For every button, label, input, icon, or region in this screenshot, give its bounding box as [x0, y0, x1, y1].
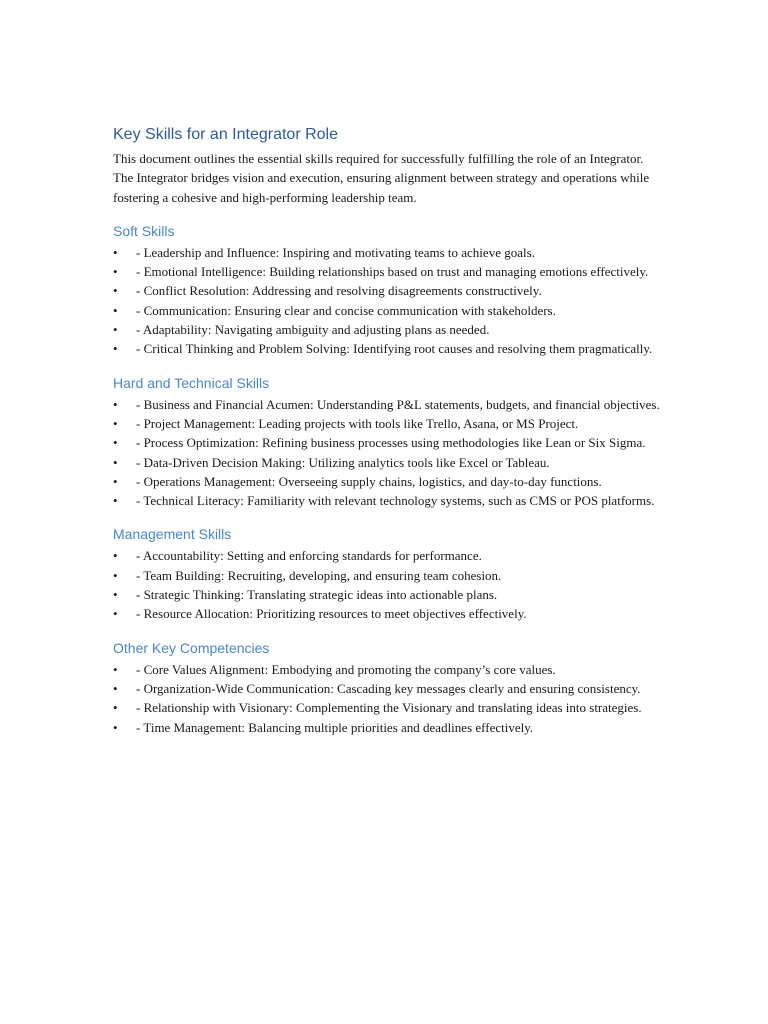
list-item [113, 395, 661, 414]
skill-list [113, 660, 661, 737]
list-item [113, 243, 661, 262]
bullet-icon: • [113, 473, 118, 489]
section-heading: Other Key Competencies [113, 639, 270, 656]
list-item-text: - Technical Literacy: Familiarity with relevant technology systems, such as CMS or POS platforms. [136, 493, 655, 509]
section-heading: Soft Skills [113, 222, 175, 239]
bullet-icon: • [113, 587, 118, 603]
bullet-icon: • [113, 493, 118, 509]
section-heading: Management Skills [113, 526, 232, 543]
section-other-key-competencies [113, 638, 661, 737]
list-item-text: - Strategic Thinking: Translating strategic ideas into actionable plans. [136, 587, 498, 603]
list-item [113, 679, 661, 698]
list-item-text: - Resource Allocation: Prioritizing resources to meet objectives effectively. [136, 606, 527, 622]
section-soft-skills [113, 221, 661, 359]
bullet-icon: • [113, 341, 118, 357]
list-item [113, 698, 661, 717]
list-item-text: - Organization-Wide Communication: Cascading key messages clearly and ensuring consistency. [136, 680, 641, 696]
list-item-text: - Relationship with Visionary: Complementing the Visionary and translating ideas into strategies. [136, 700, 642, 716]
list-item-text: - Data-Driven Decision Making: Utilizing analytics tools like Excel or Tableau. [136, 454, 550, 470]
section-management-skills [113, 524, 661, 623]
bullet-icon: • [113, 322, 118, 338]
list-item-text: - Operations Management: Overseeing supply chains, logistics, and day-to-day functions. [136, 473, 602, 489]
bullet-icon: • [113, 567, 118, 583]
bullet-icon: • [113, 700, 118, 716]
list-item-text: - Adaptability: Navigating ambiguity and adjusting plans as needed. [136, 322, 490, 338]
list-item [113, 339, 661, 358]
bullet-icon: • [113, 548, 118, 564]
bullet-icon: • [113, 302, 118, 318]
bullet-icon: • [113, 454, 118, 470]
list-item-text: - Business and Financial Acumen: Understanding P&L statements, budgets, and financial objectives. [136, 396, 660, 412]
list-item [113, 660, 661, 679]
list-item [113, 281, 661, 300]
bullet-icon: • [113, 396, 118, 412]
skill-list [113, 395, 661, 511]
list-item-text: - Project Management: Leading projects with tools like Trello, Asana, or MS Project. [136, 415, 579, 431]
bullet-icon: • [113, 244, 118, 260]
list-item-text: - Accountability: Setting and enforcing standards for performance. [136, 548, 482, 564]
list-item [113, 414, 661, 433]
bullet-icon: • [113, 283, 118, 299]
bullet-icon: • [113, 264, 118, 280]
document-page [113, 124, 661, 737]
list-item [113, 566, 661, 585]
list-item-text: - Team Building: Recruiting, developing, and ensuring team cohesion. [136, 567, 502, 583]
list-item-text: - Conflict Resolution: Addressing and resolving disagreements constructively. [136, 283, 542, 299]
list-item [113, 546, 661, 565]
list-item [113, 604, 661, 623]
bullet-icon: • [113, 719, 118, 735]
list-item-text: - Process Optimization: Refining business processes using methodologies like Lean or Six Sigma. [136, 435, 646, 451]
bullet-icon: • [113, 661, 118, 677]
list-item-text: - Time Management: Balancing multiple priorities and deadlines effectively. [136, 719, 534, 735]
document-title: Key Skills for an Integrator Role [113, 126, 338, 143]
list-item-text: - Communication: Ensuring clear and concise communication with stakeholders. [136, 302, 556, 318]
list-item [113, 472, 661, 491]
list-item-text: - Emotional Intelligence: Building relationships based on trust and managing emotions effectively. [136, 264, 649, 280]
bullet-icon: • [113, 435, 118, 451]
bullet-icon: • [113, 680, 118, 696]
list-item [113, 262, 661, 281]
skill-list [113, 243, 661, 359]
intro-paragraph: This document outlines the essential skills required for successfully fulfilling the role of an Integrator. The Integrator bridges vision and execution, ensuring alignment between strategy and operations while fostering a cohesive and high-performing leadership team. [113, 151, 650, 205]
bullet-icon: • [113, 415, 118, 431]
skill-list [113, 546, 661, 623]
bullet-icon: • [113, 606, 118, 622]
list-item [113, 301, 661, 320]
list-item-text: - Critical Thinking and Problem Solving: Identifying root causes and resolving them pragmatically. [136, 341, 653, 357]
list-item [113, 585, 661, 604]
list-item-text: - Leadership and Influence: Inspiring and motivating teams to achieve goals. [136, 244, 535, 260]
list-item [113, 491, 661, 510]
list-item [113, 718, 661, 737]
list-item [113, 433, 661, 452]
section-heading: Hard and Technical Skills [113, 374, 270, 391]
section-hard-technical-skills [113, 373, 661, 511]
list-item [113, 320, 661, 339]
list-item-text: - Core Values Alignment: Embodying and promoting the company’s core values. [136, 661, 556, 677]
list-item [113, 453, 661, 472]
